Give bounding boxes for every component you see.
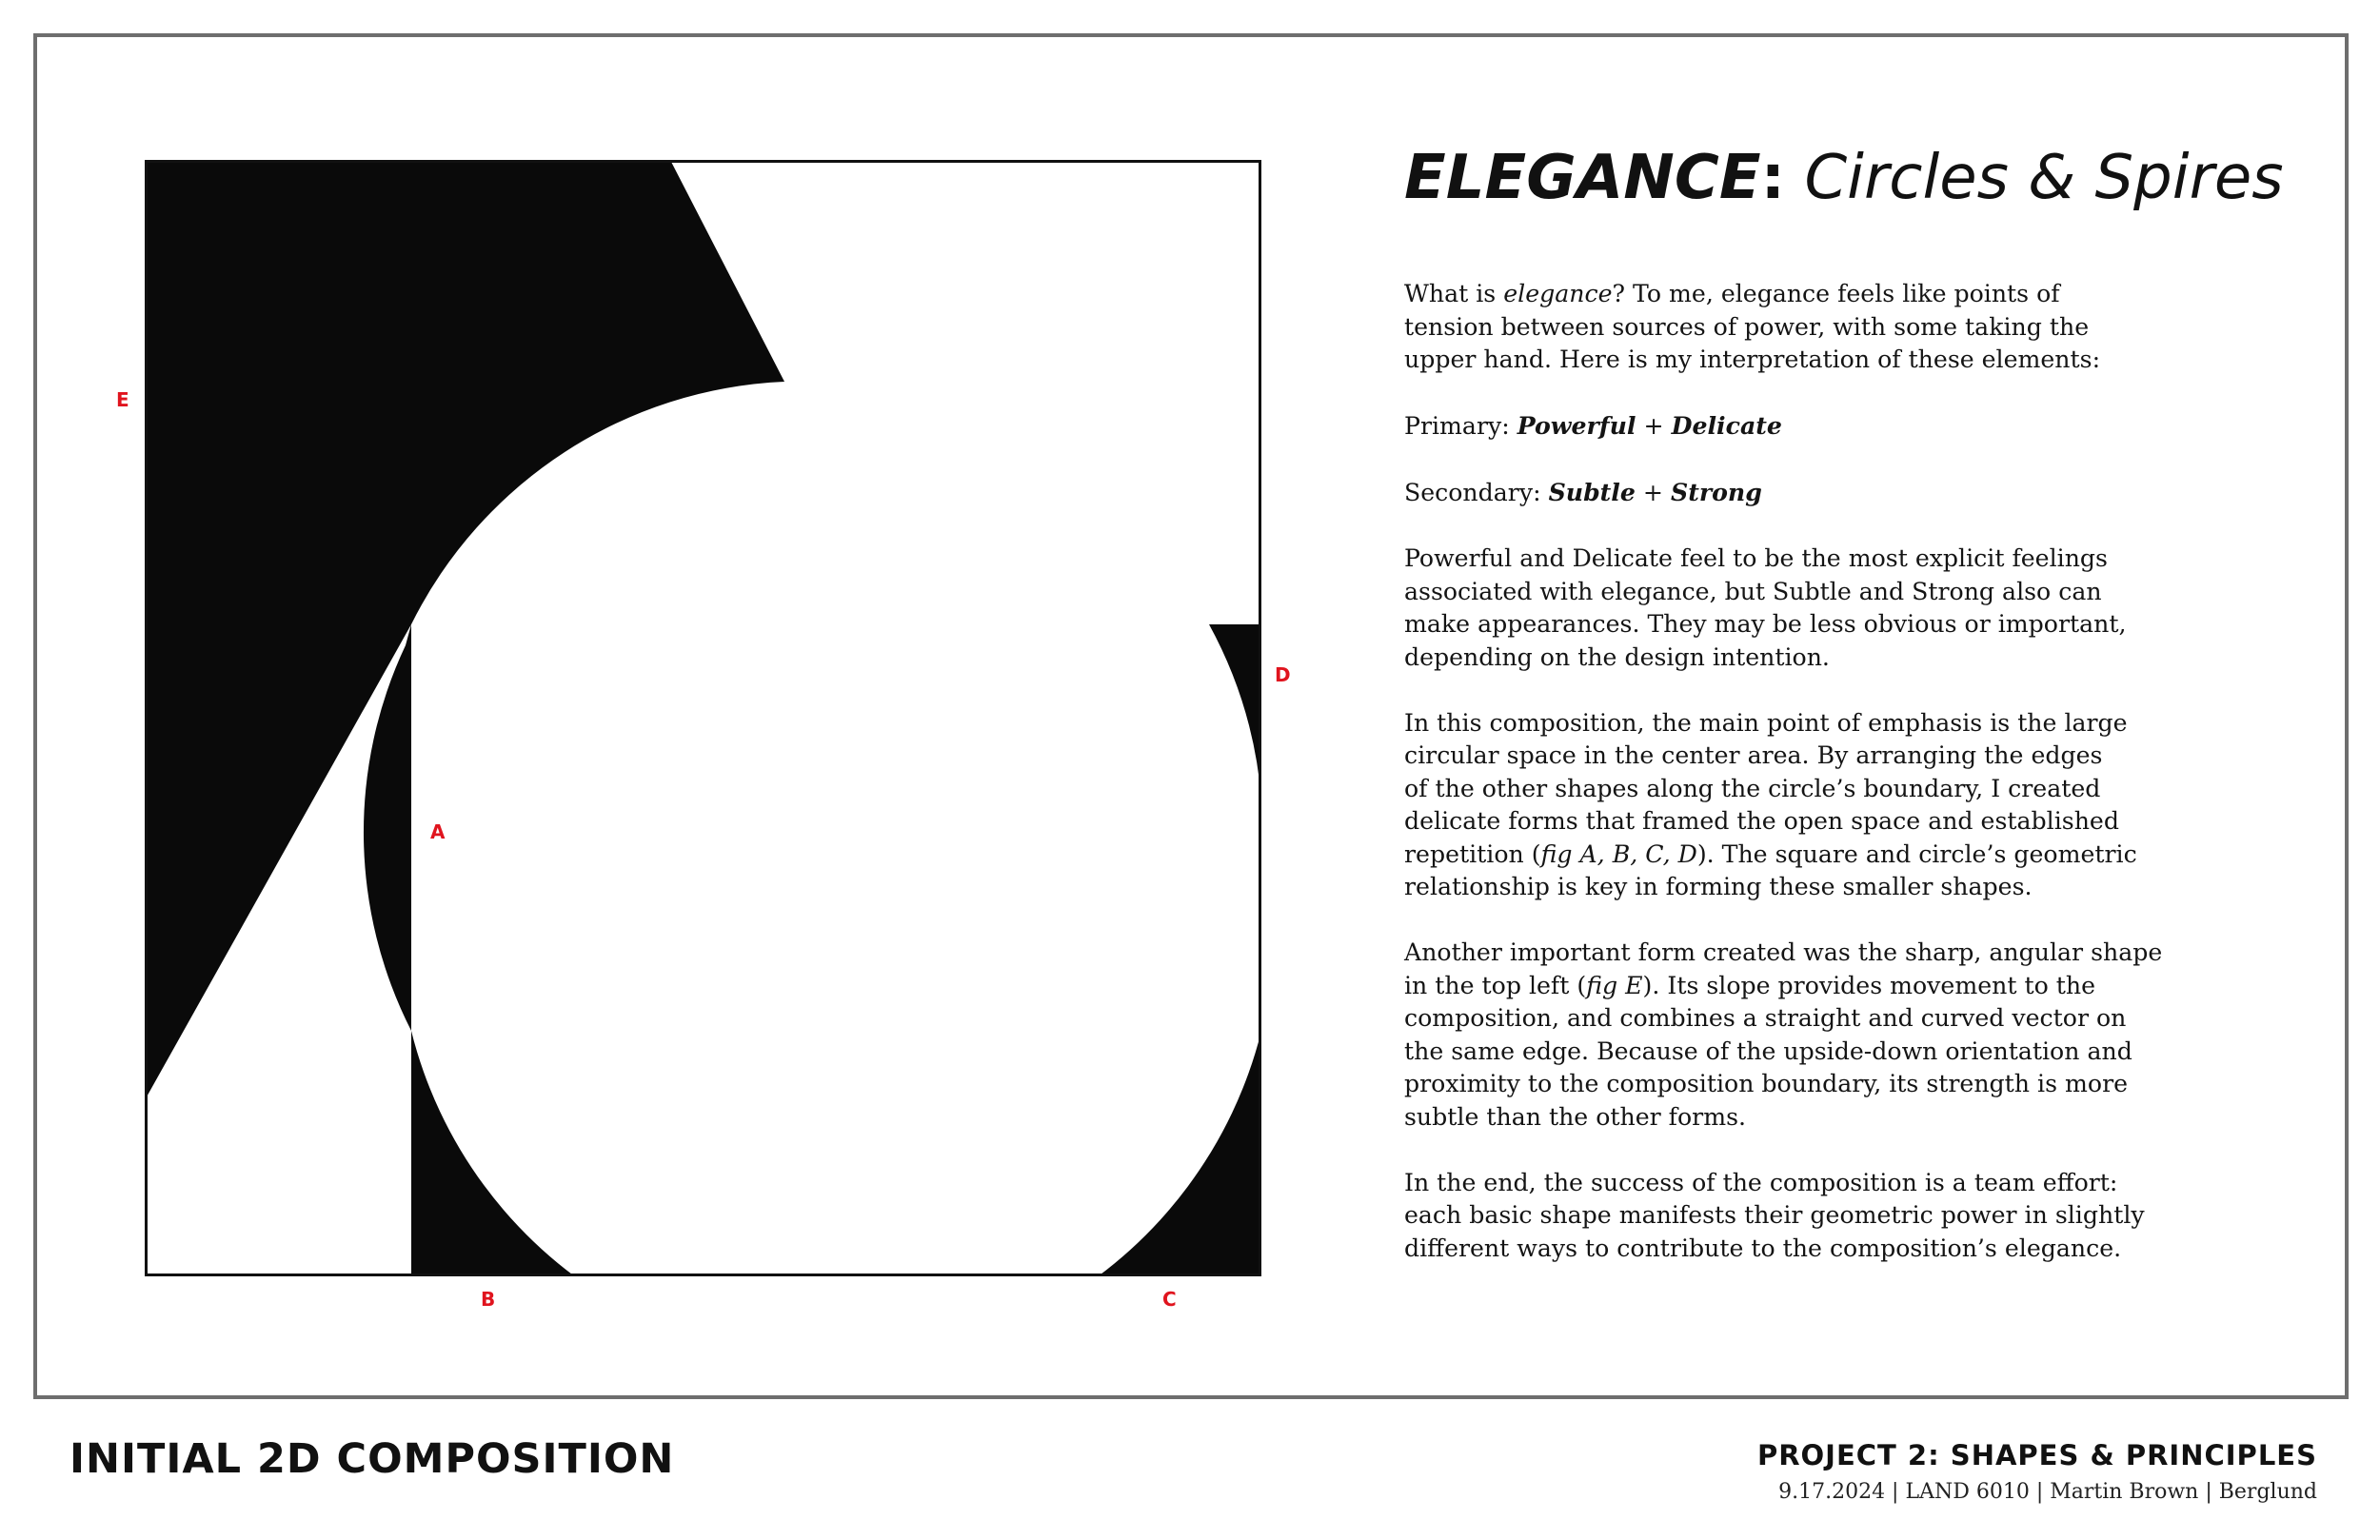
fig-label-d: D bbox=[1275, 663, 1291, 686]
secondary-term-subtle: Subtle bbox=[1548, 478, 1636, 506]
page-title bbox=[1404, 143, 2284, 213]
paragraph-line: In the end, the success of the composition is a team effort: bbox=[1404, 1168, 2118, 1196]
fig-label-a: A bbox=[430, 820, 446, 843]
paragraph-line: subtle than the other forms. bbox=[1404, 1102, 1747, 1131]
plus-sign: + bbox=[1635, 479, 1672, 506]
intro-line: upper hand. Here is my interpretation of these elements: bbox=[1404, 346, 2101, 373]
primary-label: Primary: bbox=[1404, 412, 1517, 440]
footer-title: INITIAL 2D COMPOSITION bbox=[69, 1435, 675, 1483]
paragraph-1 bbox=[1404, 543, 2223, 674]
secondary-label: Secondary: bbox=[1404, 479, 1549, 506]
primary-term-delicate: Delicate bbox=[1671, 411, 1782, 440]
intro-line: tension between sources of power, with some taking the bbox=[1404, 312, 2090, 341]
paragraph-line: associated with elegance, but Subtle and Strong also can bbox=[1404, 577, 2102, 605]
plus-sign: + bbox=[1636, 412, 1672, 440]
paragraph-line: each basic shape manifests their geometric power in slightly bbox=[1404, 1201, 2145, 1229]
title-colon: : bbox=[1760, 143, 1786, 213]
fig-label-b: B bbox=[481, 1288, 496, 1311]
fig-reference: fig A, B, C, D bbox=[1540, 839, 1697, 868]
paragraph-line: circular space in the center area. By arranging the edges bbox=[1404, 741, 2103, 769]
paragraph-line: In this composition, the main point of emphasis is the large bbox=[1404, 708, 2128, 737]
description-text bbox=[1404, 278, 2223, 1298]
intro-text: What is bbox=[1404, 280, 1504, 307]
paragraph-line: proximity to the composition boundary, its strength is more bbox=[1404, 1070, 2129, 1097]
paragraph-line: Powerful and Delicate feel to be the most explicit feelings bbox=[1404, 544, 2108, 572]
paragraph-line: composition, and combines a straight and curved vector on bbox=[1404, 1004, 2127, 1032]
shape-d-sliver bbox=[1209, 624, 1261, 800]
primary-line bbox=[1404, 409, 2223, 444]
paragraph-line: make appearances. They may be less obvious or important, bbox=[1404, 610, 2127, 638]
intro-emphasis: elegance bbox=[1503, 280, 1613, 307]
paragraph-2 bbox=[1404, 707, 2223, 904]
project-title: PROJECT 2: SHAPES & PRINCIPLES bbox=[1756, 1439, 2317, 1471]
paragraph-line: the same edge. Because of the upside-down orientation and bbox=[1404, 1037, 2132, 1065]
title-strong: ELEGANCE bbox=[1404, 143, 1761, 213]
intro-paragraph bbox=[1404, 278, 2223, 377]
paragraph-line: Another important form created was the sharp, angular shape bbox=[1404, 938, 2163, 966]
paragraph-line: delicate forms that framed the open space and established bbox=[1404, 807, 2119, 835]
paragraph-text: repetition ( bbox=[1404, 839, 1541, 868]
paragraph-line: of the other shapes along the circle’s boundary, I created bbox=[1404, 774, 2101, 802]
paragraph-line: different ways to contribute to the composition’s elegance. bbox=[1404, 1234, 2122, 1262]
secondary-line bbox=[1404, 476, 2223, 510]
paragraph-4 bbox=[1404, 1167, 2223, 1266]
shape-bc-base bbox=[411, 819, 1261, 1276]
composition-figure bbox=[145, 160, 1261, 1276]
shape-e-spire bbox=[145, 160, 784, 1100]
fig-label-c: C bbox=[1162, 1288, 1177, 1311]
fig-reference: fig E bbox=[1586, 971, 1643, 999]
paragraph-3 bbox=[1404, 937, 2223, 1134]
paragraph-text: ). Its slope provides movement to the bbox=[1642, 971, 2095, 999]
intro-text: ? To me, elegance feels like points of bbox=[1612, 280, 2060, 307]
project-meta: 9.17.2024 | LAND 6010 | Martin Brown | Berglund bbox=[1778, 1480, 2317, 1504]
fig-label-e: E bbox=[116, 388, 129, 411]
secondary-term-strong: Strong bbox=[1671, 478, 1762, 506]
paragraph-line: relationship is key in forming these smaller shapes. bbox=[1404, 873, 2033, 900]
paragraph-text: in the top left ( bbox=[1404, 971, 1587, 999]
paragraph-text: ). The square and circle’s geometric bbox=[1696, 839, 2137, 868]
title-subtitle: Circles & Spires bbox=[1785, 143, 2284, 213]
primary-term-powerful: Powerful bbox=[1517, 411, 1636, 440]
paragraph-line: depending on the design intention. bbox=[1404, 642, 1830, 671]
